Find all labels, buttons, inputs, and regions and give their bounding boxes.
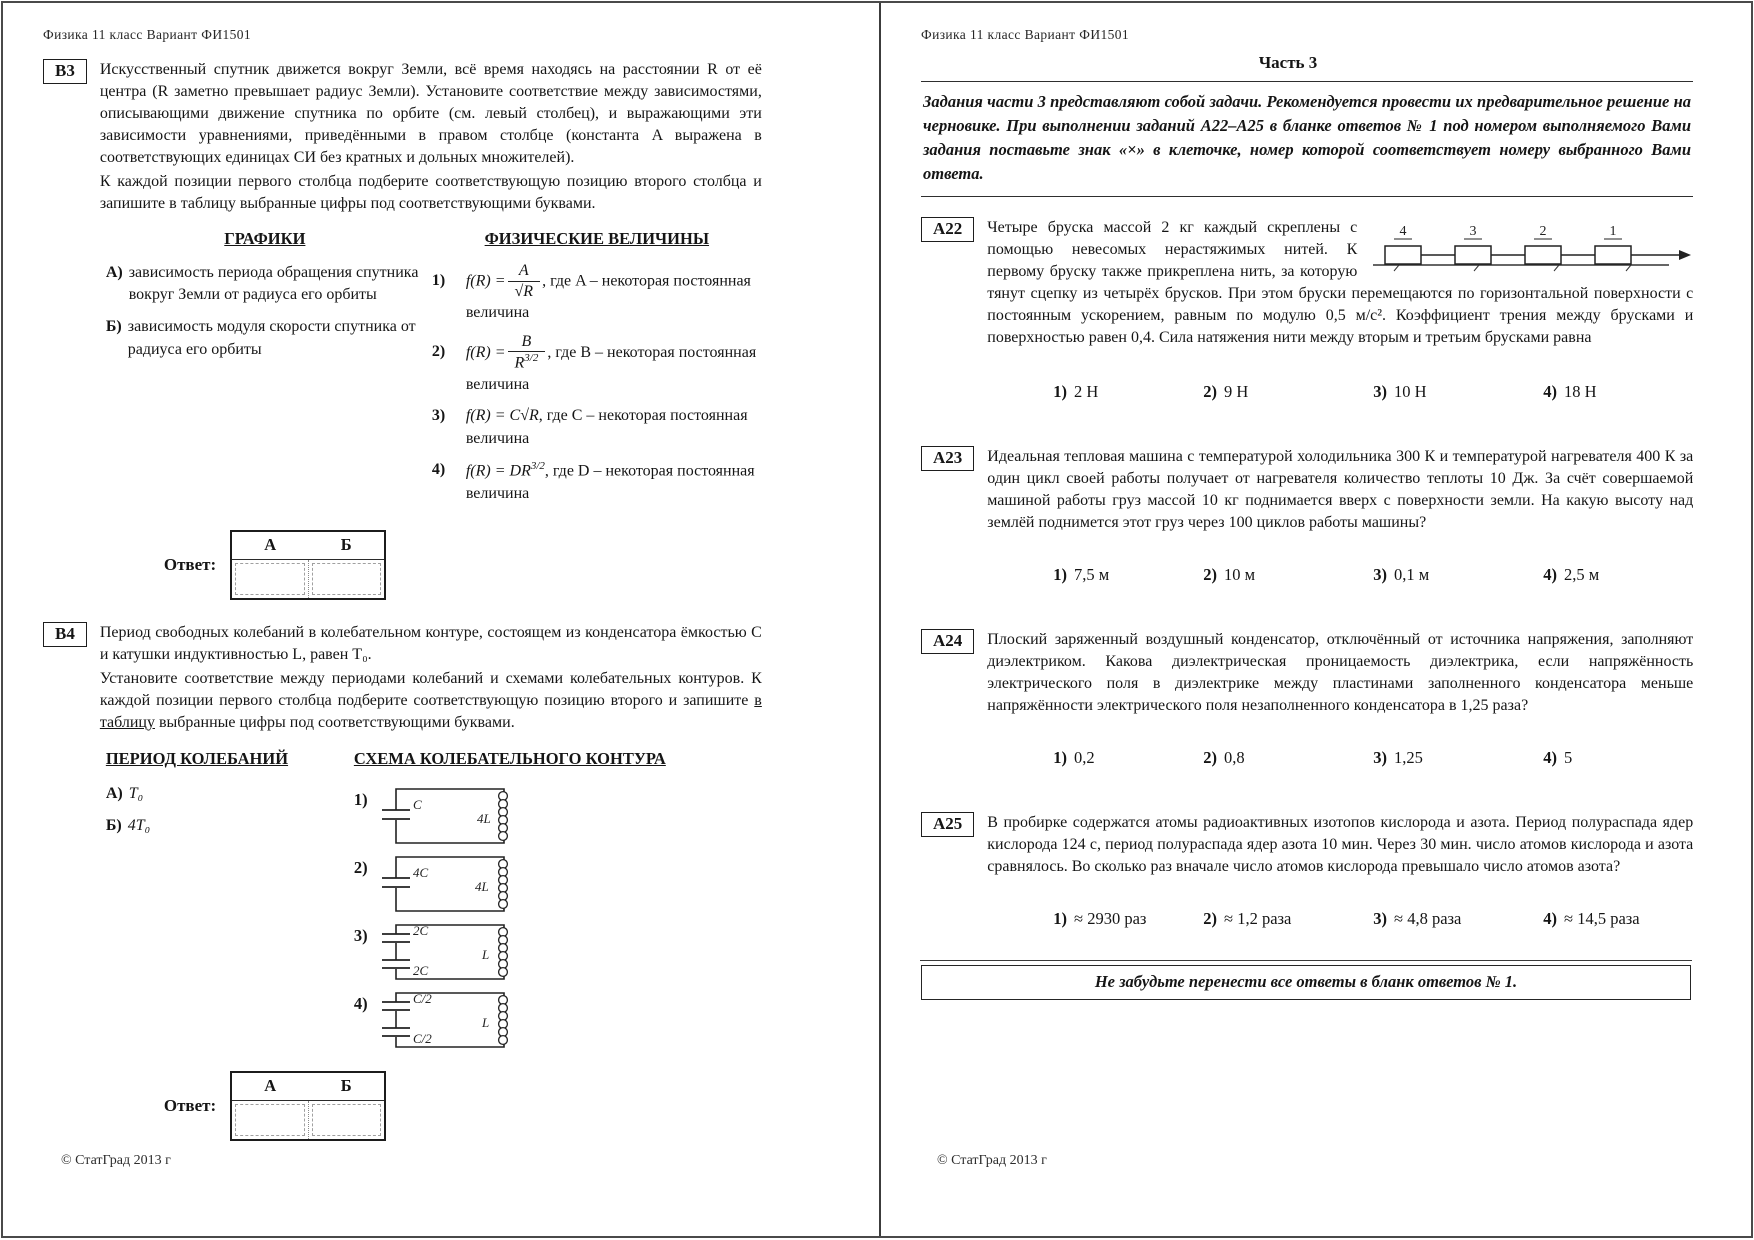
coil-icon [498, 860, 507, 909]
task-a22 [921, 217, 1751, 404]
coil-icon [498, 928, 507, 977]
formula-2-number: 2) [431, 343, 446, 361]
svg-text:2C: 2C [412, 963, 428, 979]
formula-4-tail: , где D – некоторая постоянная величина [465, 462, 755, 502]
b4-match-columns [100, 748, 762, 1055]
left-page-footer: © СтатГрад 2013 г [61, 1153, 171, 1168]
task-b3-text-2: К каждой позиции первого столбца подберите соответствующую позицию второго столбца и запишите в таблицу выбранные цифры под соответствующими буквами. [99, 173, 762, 213]
task-a24-body [987, 629, 1693, 770]
task-a24-text: Плоский заряженный воздушный конденсатор, отключённый от источника напряжения, заполняют диэлектриком. Какова диэлектрическая проницаемость диэлектрика, если напряжённость электрического поля в диэлектрике между пластинами заполненного конденсатора меньше напряжённости электрического поля незаполненного конденсатора в 1,25 раза? [987, 631, 1694, 715]
task-a25-text: В пробирке содержатся атомы радиоактивных изотопов кислорода и азота. Период полураспада ядер кислорода 124 с, период полураспада ядер азота 10 мин. Через 30 мин. число атомов кислорода и азота сравнялось. Во сколько раз вначале число атомов кислорода превышало число атомов азота? [987, 814, 1694, 876]
b4-left-column [100, 748, 350, 1055]
task-b4-number-box: В4 [43, 622, 87, 647]
task-b4-text-1: Период свободных колебаний в колебательном контуре, состоящем из конденсатора ёмкостью C и катушки индуктивностью L, равен T₀. [99, 623, 762, 663]
page-right [881, 3, 1751, 1236]
b3-item-b-letter: Б) [105, 318, 122, 336]
task-a22-body [987, 217, 1693, 404]
a22-option-3: 3) 10 Н [1373, 382, 1427, 402]
b3-left-column-title: ГРАФИКИ [224, 228, 306, 248]
task-b4-text-2: Установите соответствие между периодами колебаний и схемами колебательных контуров. К каждой позиции первого столбца подберите соответствующую позицию второго и запишите в таблицу выбранные цифры под соответствующими буквами. [99, 670, 762, 732]
circuit-1-figure [372, 783, 530, 849]
b4-right-column-title: СХЕМА КОЛЕБАТЕЛЬНОГО КОНТУРА [353, 749, 666, 769]
b3-answer-cell-b [312, 563, 382, 595]
b3-answer-col-a: А [264, 535, 277, 555]
part-3-title: Часть 3 [1258, 53, 1318, 72]
b4-answer-cell-b [312, 1104, 382, 1136]
a22-blocks-figure [1369, 219, 1693, 275]
b4-underlined-phrase: в таблицу [99, 692, 762, 732]
circuit-2 [354, 851, 666, 917]
circuit-4-number: 4) [353, 994, 368, 1014]
a24-option-4: 4) 5 [1543, 748, 1573, 768]
a22-options [1053, 381, 1693, 404]
a22-option-4: 4) 18 Н [1543, 382, 1597, 402]
task-b3 [43, 59, 879, 600]
svg-text:3: 3 [1469, 223, 1477, 239]
b4-item-b-text: 4T₀ [127, 817, 151, 835]
task-a23 [921, 446, 1751, 587]
circuit-4-figure [372, 987, 530, 1053]
a25-option-1: 1) ≈ 2930 раз [1053, 909, 1147, 929]
a24-option-1: 1) 0,2 [1053, 748, 1095, 768]
formula-1-fraction: $\frac{A}{√R}$ [508, 262, 541, 301]
circuit-3-figure [372, 919, 530, 985]
arrow-right-icon [1679, 250, 1691, 260]
formula-2-fraction: $\frac{B}{R^{3/2}}$ [508, 333, 546, 374]
task-a22-number-box: А22 [921, 217, 974, 242]
b3-item-a [106, 262, 430, 306]
a25-options [1053, 908, 1693, 931]
a23-option-4: 4) 2,5 м [1543, 565, 1600, 585]
svg-text:L: L [481, 1015, 489, 1031]
task-a23-body [987, 446, 1693, 587]
document-header: Физика 11 класс Вариант ФИ1501 [43, 27, 252, 42]
page-left [3, 3, 881, 1236]
task-a25 [921, 812, 1751, 931]
b4-answer-col-b: Б [340, 1076, 352, 1096]
formula-3-number: 3) [431, 407, 446, 425]
a25-option-4: 4) ≈ 14,5 раза [1543, 909, 1640, 929]
svg-text:C/2: C/2 [412, 991, 432, 1007]
circuit-1 [354, 783, 666, 849]
b3-item-a-text: зависимость периода обращения спутника вокруг Земли от радиуса его орбиты [128, 264, 419, 304]
b3-item-b-text: зависимость модуля скорости спутника от радиуса его орбиты [127, 318, 416, 358]
task-a23-number-box: А23 [921, 446, 974, 471]
b3-right-column [432, 228, 762, 515]
b3-answer-cell-a [235, 563, 305, 595]
b3-formula-3 [432, 405, 762, 450]
a24-option-2: 2) 0,8 [1203, 748, 1245, 768]
b3-formula-1 [432, 262, 762, 324]
part-3-instructions: Задания части 3 представляют собой задачи. Рекомендуется провести их предварительное решение на черновике. При выполнении заданий А22–А25 в бланке ответов № 1 под номером выполняемого Вами задания поставьте знак «×» в клеточке, номер которой соответствует номеру выбранного Вами ответа. [921, 81, 1693, 197]
circuit-2-number: 2) [353, 858, 368, 878]
a24-option-3: 3) 1,25 [1373, 748, 1423, 768]
b3-item-b [106, 316, 430, 360]
a24-options [1053, 747, 1693, 770]
b3-answer-col-b: Б [340, 535, 352, 555]
circuit-4 [354, 987, 666, 1053]
scanned-exam-sheet [1, 1, 1753, 1238]
formula-2-tail: , где B – некоторая постоянная величина [465, 344, 757, 393]
svg-text:C/2: C/2 [412, 1031, 432, 1047]
a23-options [1053, 564, 1693, 587]
task-b4-body [100, 622, 762, 1141]
b4-answer-cell-a [235, 1104, 305, 1136]
formula-4-number: 4) [431, 460, 446, 478]
svg-text:2: 2 [1539, 223, 1547, 239]
b3-formula-4 [432, 459, 762, 505]
transfer-answers-reminder: Не забудьте перенести все ответы в бланк ответов № 1. [921, 965, 1691, 1000]
circuit-3-number: 3) [353, 926, 368, 946]
formula-3-expr: f(R) = C√R [465, 407, 539, 425]
a25-option-2: 2) ≈ 1,2 раза [1203, 909, 1292, 929]
svg-text:C: C [412, 797, 422, 813]
formula-1-number: 1) [431, 272, 446, 290]
formula-1-tail: , где A – некоторая постоянная величина [465, 272, 751, 321]
task-b3-body [100, 59, 762, 600]
formula-4-expr: f(R) = DR [465, 462, 531, 480]
a22-option-1: 1) 2 Н [1053, 382, 1099, 402]
task-a24-number-box: А24 [921, 629, 974, 654]
formula-2-lhs: f(R) = [465, 344, 506, 362]
circuit-1-number: 1) [353, 790, 368, 810]
b3-answer-row [164, 530, 762, 600]
b4-item-b-letter: Б) [105, 817, 122, 835]
svg-text:4C: 4C [412, 865, 428, 881]
task-b3-text-1: Искусственный спутник движется вокруг Земли, всё время находясь на расстоянии R от её центра (R заметно превышает радиус Земли). Установите соответствие между зависимостями, описывающими движение спутника по орбите (см. левый столбец), и выражающими эти зависимости уравнениями, приведёнными в правом столбце (константа A выражена в соответствующих единицах СИ без кратных и дольных множителей). [99, 61, 762, 167]
b4-item-a-letter: А) [105, 785, 123, 803]
formula-1-lhs: f(R) = [465, 272, 506, 290]
document-header: Физика 11 класс Вариант ФИ1501 [921, 27, 1130, 42]
formula-3-tail: , где C – некоторая постоянная величина [465, 407, 748, 447]
task-a25-number-box: А25 [921, 812, 974, 837]
task-a25-body [987, 812, 1693, 931]
coil-icon [498, 792, 507, 841]
a23-option-1: 1) 7,5 м [1053, 565, 1110, 585]
b4-answer-label: Ответ: [163, 1096, 217, 1116]
b4-answer-row [164, 1071, 762, 1141]
circuit-2-figure [372, 851, 530, 917]
b4-answer-table [230, 1071, 386, 1141]
b3-match-columns [100, 228, 762, 515]
b3-answer-table [230, 530, 386, 600]
svg-text:4L: 4L [476, 811, 491, 827]
b3-item-a-letter: А) [105, 264, 123, 282]
task-b3-number-box: В3 [43, 59, 87, 84]
a25-option-3: 3) ≈ 4,8 раза [1373, 909, 1462, 929]
a23-option-2: 2) 10 м [1203, 565, 1256, 585]
svg-text:4: 4 [1399, 223, 1407, 239]
b4-item-a [106, 783, 350, 805]
b3-right-column-title: ФИЗИЧЕСКИЕ ВЕЛИЧИНЫ [484, 228, 710, 248]
right-page-footer: © СтатГрад 2013 г [937, 1153, 1047, 1168]
task-a23-text: Идеальная тепловая машина с температурой холодильника 300 К и температурой нагревателя 400 К за один цикл своей работы получает от нагревателя количество теплоты 10 Дж. За счёт совершаемой машиной работы груз массой 10 кг поднимается вверх с поверхности земли. На какую высоту над землёй поднимется этот груз через 100 циклов работы машины? [987, 447, 1694, 532]
svg-text:L: L [481, 947, 489, 963]
b4-right-column [354, 748, 666, 1055]
a22-option-2: 2) 9 Н [1203, 382, 1249, 402]
b4-item-b [106, 815, 350, 837]
a23-option-3: 3) 0,1 м [1373, 565, 1430, 585]
b3-left-column [100, 228, 430, 515]
svg-text:1: 1 [1609, 223, 1617, 239]
b4-item-a-text: T₀ [128, 785, 144, 803]
svg-text:4L: 4L [474, 879, 489, 895]
circuit-3 [354, 919, 666, 985]
svg-text:2C: 2C [412, 923, 428, 939]
b3-formula-2 [432, 333, 762, 396]
task-a22-text: Четыре бруска массой 2 кг каждый скреплены с помощью невесомых нерастяжимых нитей. К первому бруску также прикреплена нить, за которую тянут сцепку из четырёх брусков. При этом бруски перемещаются по горизонтальной поверхности с постоянным ускорением, равным по модулю 0,5 м/с². Коэффициент трения между брусками и поверхностью равен 0,4. Сила натяжения нити между вторым и третьим брусками равна [987, 218, 1694, 347]
b4-left-column-title: ПЕРИОД КОЛЕБАНИЙ [105, 749, 289, 769]
formula-4-sup: 3/2 [530, 459, 545, 472]
b4-answer-col-a: А [264, 1076, 277, 1096]
coil-icon [498, 996, 507, 1045]
b3-answer-label: Ответ: [163, 555, 217, 575]
task-b4 [43, 622, 879, 1141]
task-a24 [921, 629, 1751, 770]
